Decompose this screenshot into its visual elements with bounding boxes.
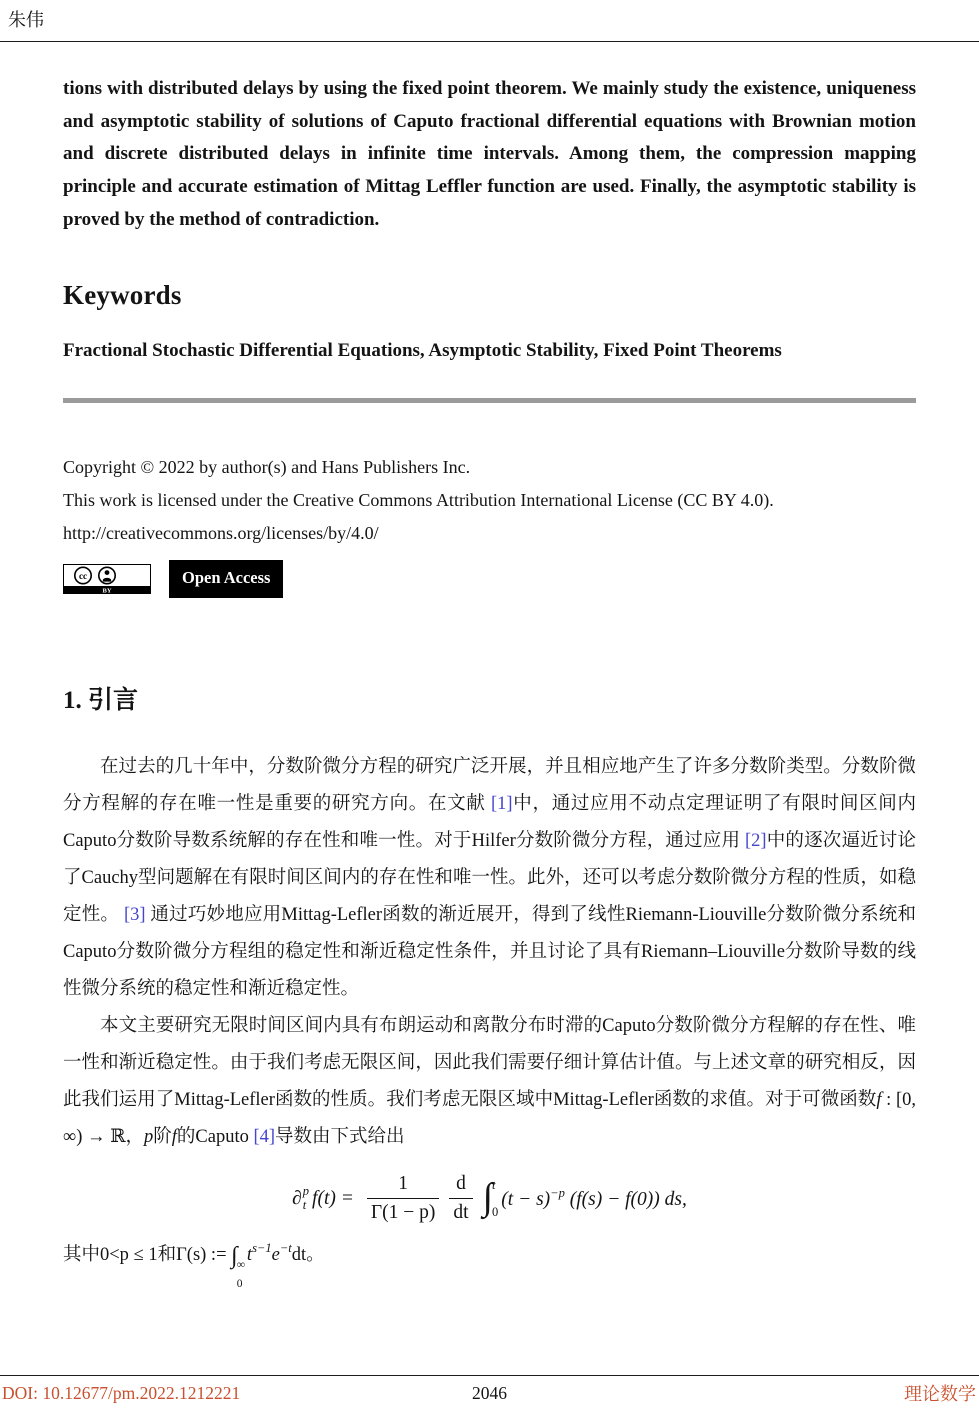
equation-row <box>292 1172 687 1226</box>
math-var-f: f <box>876 1090 882 1111</box>
paragraph-text: 通过巧妙地应用Mittag-Lefler函数的渐近展开，得到了线性Riemann-Liouville分数阶微分系统和Caputo分数阶微分方程组的稳定性和渐近稳定性条件，并且讨论了具有Riemann–Liouville分数阶导数的线性微分系统的稳定性和渐近稳定性。 <box>63 905 916 1000</box>
integral <box>482 1175 499 1220</box>
section-divider-rule <box>63 398 916 403</box>
integrand-part-1: (t − s) <box>501 1189 551 1211</box>
paragraph-text: 中的逐次逼近讨论了Cauchy型问题解在有限时间区间内的存在性和唯一性。此外，还可以考虑分数阶微分方程的性质，如稳定性。 <box>63 831 916 926</box>
where-text: dt。 <box>291 1244 325 1265</box>
subscript-t: t <box>302 1197 307 1212</box>
cc-by-label: BY <box>102 587 112 594</box>
math-var-t: t <box>246 1244 253 1265</box>
ddt-fraction <box>449 1172 472 1226</box>
page-footer <box>0 1375 979 1414</box>
citation-ref-4[interactable]: [4] <box>253 1127 276 1148</box>
cc-by-badge[interactable] <box>63 564 151 594</box>
paragraph-text: 中，通过应用不动点定理证明了有限时间区间内Caputo分数阶导数系统解的存在性和唯一性。对于Hilfer分数阶微分方程，通过应用 <box>63 794 916 852</box>
integral-sign: ∫ <box>231 1242 238 1269</box>
citation-ref-1[interactable]: [1] <box>490 794 513 815</box>
doi-text: DOI: 10.12677/pm.2022.1212221 <box>2 1382 241 1403</box>
section-heading-introduction: 1. 引言 <box>63 687 139 715</box>
math-var-e: e <box>271 1244 280 1265</box>
paragraph-text: 本文主要研究无限时间区间内具有布朗运动和离散分布时滞的Caputo分数阶微分方程解的存在性、唯一性和渐近稳定性。由于我们考虑无限区间，因此我们需要仔细计算估计值。与上述文章的研究相反，因此我们运用了Mittag-Lefler函数的性质。我们考虑无限区域中Mittag-Lefler函数的求值。对于可微函数 <box>63 1016 916 1111</box>
intro-paragraph-2 <box>63 1008 916 1156</box>
integral-lower-limit: 0 <box>236 1278 243 1291</box>
running-author: 朱伟 <box>8 10 44 30</box>
gamma-fraction <box>367 1172 440 1226</box>
license-url[interactable]: http://creativecommons.org/licenses/by/4.0/ <box>63 522 379 543</box>
abstract-text: tions with distributed delays by using the fixed point theorem. We mainly study the existence, uniqueness and asymptotic stability of solutions of Caputo fractional differential equations with Brownian motion and discrete distributed delays in infinite time intervals. Among them, the compression mapping principle and accurate estimation of Mittag Leffler function are used. Finally, the asymptotic stability is proved by the method of contradiction. <box>63 78 916 230</box>
equation-lhs: f(t) = <box>312 1187 354 1209</box>
copyright-block <box>63 451 916 598</box>
math-var-p: p <box>143 1127 154 1148</box>
integrand-part-2: (f(s) − f(0)) ds, <box>564 1189 687 1211</box>
page-content <box>0 73 979 1291</box>
footer-row <box>0 1376 979 1414</box>
citation-ref-2[interactable]: [2] <box>744 831 767 852</box>
caputo-derivative-equation <box>63 1172 916 1226</box>
keywords-text: Fractional Stochastic Differential Equations, Asymptotic Stability, Fixed Point Theorems <box>63 340 782 362</box>
exponent: −t <box>279 1240 292 1255</box>
paragraph-text: 的Caputo <box>176 1127 254 1148</box>
header-rule <box>0 41 979 42</box>
copyright-line-2: This work is licensed under the Creative Commons Attribution International License (CC BY 4.0). <box>63 489 774 510</box>
fraction-numerator: 1 <box>367 1172 440 1199</box>
integrand-exponent: −p <box>550 1186 565 1201</box>
math-var-f: f <box>171 1127 177 1148</box>
integrand <box>501 1186 687 1211</box>
where-text: 其中0<p ≤ 1和Γ(s) := <box>63 1244 232 1265</box>
integral-lower-limit: 0 <box>492 1204 499 1219</box>
math-domain: : [0, ∞) → ℝ， <box>63 1090 916 1148</box>
journal-name: 理论数学 <box>904 1384 976 1404</box>
citation-ref-3[interactable]: [3] <box>123 905 146 926</box>
partial-sup-sub <box>303 1185 309 1213</box>
paragraph-text: 阶 <box>153 1127 172 1148</box>
page-number: 2046 <box>472 1382 507 1403</box>
where-clause <box>63 1236 916 1291</box>
page-header <box>0 0 979 42</box>
integral-upper-limit: ∞ <box>236 1258 245 1271</box>
superscript-p: p <box>302 1184 310 1199</box>
copyright-line-1: Copyright © 2022 by author(s) and Hans Publishers Inc. <box>63 457 471 478</box>
fraction-denominator: dt <box>453 1202 469 1224</box>
exponent: s−1 <box>252 1240 272 1255</box>
integral-upper-limit: t <box>492 1177 496 1192</box>
cc-by-badge-icon <box>63 564 151 594</box>
integral-sign: ∫ <box>482 1175 493 1218</box>
partial-symbol: ∂ <box>292 1187 302 1209</box>
license-badges <box>63 560 916 598</box>
open-access-badge: Open Access <box>169 560 283 598</box>
paragraph-text: 在过去的几十年中，分数阶微分方程的研究广泛开展，并且相应地产生了许多分数阶类型。分数阶微分方程解的存在唯一性是重要的研究方向。在文献 <box>63 757 916 815</box>
fraction-numerator: d <box>449 1172 472 1199</box>
integral-limits <box>236 1256 245 1291</box>
cc-icon-label: cc <box>79 570 87 581</box>
fraction-denominator: Γ(1 − p) <box>370 1202 436 1224</box>
paragraph-text: 导数由下式给出 <box>275 1127 405 1148</box>
intro-paragraph-1 <box>63 749 916 1008</box>
keywords-heading: Keywords <box>63 280 182 311</box>
